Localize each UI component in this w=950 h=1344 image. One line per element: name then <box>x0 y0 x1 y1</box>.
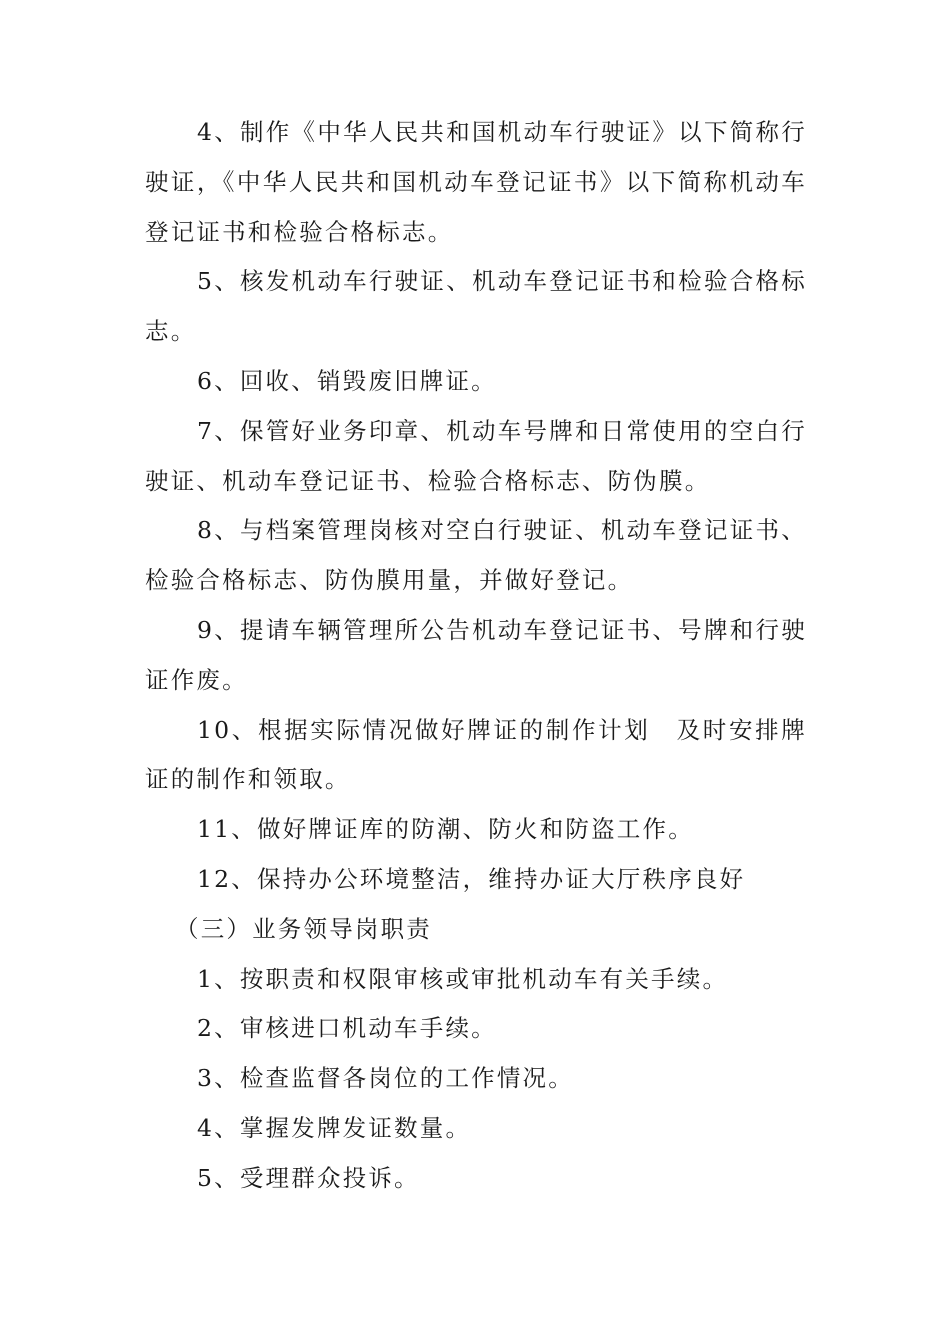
paragraph-item-4: 4、制作《中华人民共和国机动车行驶证》以下简称行驶证，《中华人民共和国机动车登记证书》以下简称机动车登记证书和检验合格标志。 <box>145 118 807 246</box>
paragraph-item-10: 10、根据实际情况做好牌证的制作计划 及时安排牌证的制作和领取。 <box>145 715 807 794</box>
section-item-1: 1、按职责和权限审核或审批机动车有关手续。 <box>197 964 729 993</box>
section-heading: （三）业务领导岗职责 <box>175 914 432 943</box>
section-item-4: 4、掌握发牌发证数量。 <box>197 1113 472 1142</box>
paragraph-item-5: 5、核发机动车行驶证、机动车登记证书和检验合格标志。 <box>145 267 807 346</box>
paragraph-item-9: 9、提请车辆管理所公告机动车登记证书、号牌和行驶证作废。 <box>145 615 807 694</box>
paragraph-item-7: 7、保管好业务印章、机动车号牌和日常使用的空白行驶证、机动车登记证书、检验合格标志、防伪膜。 <box>145 416 807 495</box>
section-item-5: 5、受理群众投诉。 <box>197 1163 420 1192</box>
section-item-3: 3、检查监督各岗位的工作情况。 <box>197 1064 574 1093</box>
paragraph-item-6: 6、回收、销毁废旧牌证。 <box>197 366 497 395</box>
section-item-2: 2、审核进口机动车手续。 <box>197 1014 497 1043</box>
paragraph-item-11: 11、做好牌证库的防潮、防火和防盗工作。 <box>197 815 694 844</box>
paragraph-item-8: 8、与档案管理岗核对空白行驶证、机动车登记证书、检验合格标志、防伪膜用量，并做好登记。 <box>145 516 807 595</box>
document-body <box>145 108 807 1204</box>
paragraph-item-12: 12、保持办公环境整洁，维持办证大厅秩序良好 <box>197 864 746 893</box>
